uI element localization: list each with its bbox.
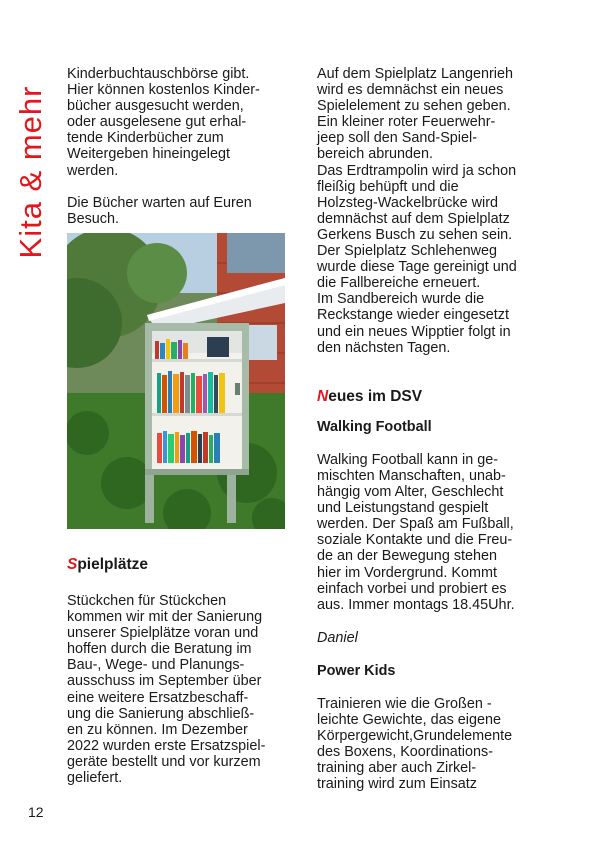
text-line: fleißig behüpft und die	[317, 178, 459, 195]
text-line: unserer Spielplätze voran und	[67, 625, 259, 642]
text-line: und Leistungstand gespielt	[317, 500, 489, 517]
text-line: hängig vom Alter, Geschlecht	[317, 484, 504, 501]
text-line: und ein neues Wipptier folgt in	[317, 323, 511, 340]
text-line: ung die Sanierung abschließ-	[67, 705, 255, 722]
text-line: geliefert.	[67, 769, 123, 786]
power-kids-paragraph	[317, 696, 547, 793]
text-line: tende Kinderbücher zum	[67, 130, 224, 147]
author-name: Daniel	[317, 629, 358, 646]
page-number: 12	[28, 804, 44, 820]
text-line: Trainieren wie die Großen -	[317, 696, 492, 712]
text-line: den nächsten Tagen.	[317, 339, 451, 356]
text-line: wird es demnächst ein neues	[317, 82, 504, 99]
text-line: Bau-, Wege- und Planungs-	[67, 657, 245, 674]
text-line: en zu können. Im Dezember	[67, 721, 248, 738]
text-line: mischten Manschaften, unab-	[317, 467, 506, 484]
text-line: soziale Kontakte und die Freu-	[317, 532, 513, 549]
text-line: demnächst auf dem Spielplatz	[317, 210, 510, 227]
section-label: Kita & mehr	[13, 85, 48, 259]
text-line: Körpergewicht,Grundelemente	[317, 728, 513, 745]
intro-paragraph	[67, 66, 292, 179]
power-kids-heading: Power Kids	[317, 662, 396, 679]
spielplaetze-paragraph	[67, 593, 292, 786]
walking-football-paragraph	[317, 452, 547, 613]
text-line: Gerkens Busch zu sehen sein.	[317, 226, 513, 243]
text-line: Besuch.	[67, 210, 119, 227]
text-line: Die Bücher warten auf Euren	[67, 194, 252, 211]
text-line: aus. Immer montags 18.45Uhr.	[317, 596, 515, 613]
walking-football-heading: Walking Football	[317, 418, 432, 435]
text-line: Ein kleiner roter Feuerwehr-	[317, 114, 496, 131]
text-line: Weitergeben hineingelegt	[67, 146, 230, 163]
text-line: Kinderbuchtauschbörse gibt.	[67, 66, 250, 82]
text-line: die Fallbereiche erneuert.	[317, 275, 481, 292]
text-line: Das Erdtrampolin wird ja schon	[317, 162, 517, 179]
text-line: geräte bestellt und vor kurzem	[67, 753, 261, 770]
books-paragraph	[67, 195, 292, 227]
text-line: training wird zum Einsatz	[317, 776, 477, 793]
text-line: ausschuss im September über	[67, 673, 262, 690]
text-line: 2022 wurden erste Ersatzspiel-	[67, 737, 266, 754]
text-line: Holzsteg-Wackelbrücke wird	[317, 194, 498, 211]
text-line: Spielelement zu sehen geben.	[317, 98, 511, 115]
text-line: jeep soll den Sand-Spiel-	[317, 130, 477, 147]
text-line: de an der Bewegung stehen	[317, 548, 498, 565]
text-line: werden.	[67, 162, 119, 179]
text-line: kommen wir mit der Sanierung	[67, 609, 263, 626]
text-line: hoffen durch die Beratung im	[67, 641, 252, 658]
text-line: bücher ausgesucht werden,	[67, 98, 244, 115]
text-line: bereich abrunden.	[317, 146, 434, 163]
bookcase-photo	[67, 233, 285, 529]
text-line: Hier können kostenlos Kinder-	[67, 82, 260, 99]
text-line: Auf dem Spielplatz Langenrieh	[317, 66, 514, 82]
text-line: oder ausgelesene gut erhal-	[67, 114, 247, 131]
text-line: Im Sandbereich wurde die	[317, 291, 485, 308]
text-line: einfach vorbei und probiert es	[317, 580, 507, 597]
text-line: hier im Vordergrund. Kommt	[317, 564, 497, 581]
text-line: Reckstange wieder eingesetzt	[317, 307, 509, 324]
right-column	[317, 66, 547, 793]
dsv-heading: Neues im DSV	[317, 387, 423, 405]
playground-paragraph	[317, 66, 547, 356]
text-line: training aber auch Zirkel-	[317, 760, 477, 777]
text-line: leichte Gewichte, das eigene	[317, 712, 501, 729]
text-line: Der Spielplatz Schlehenweg	[317, 243, 497, 260]
text-line: Stückchen für Stückchen	[67, 592, 227, 609]
text-line: des Boxens, Koordinations-	[317, 744, 493, 761]
text-line: Walking Football kann in ge-	[317, 451, 499, 468]
text-line: eine weitere Ersatzbeschaff-	[67, 689, 249, 706]
text-line: werden. Der Spaß am Fußball,	[317, 516, 514, 533]
spielplaetze-heading: Spielplätze	[67, 555, 148, 573]
text-line: wurde diese Tage gereinigt und	[317, 259, 517, 276]
